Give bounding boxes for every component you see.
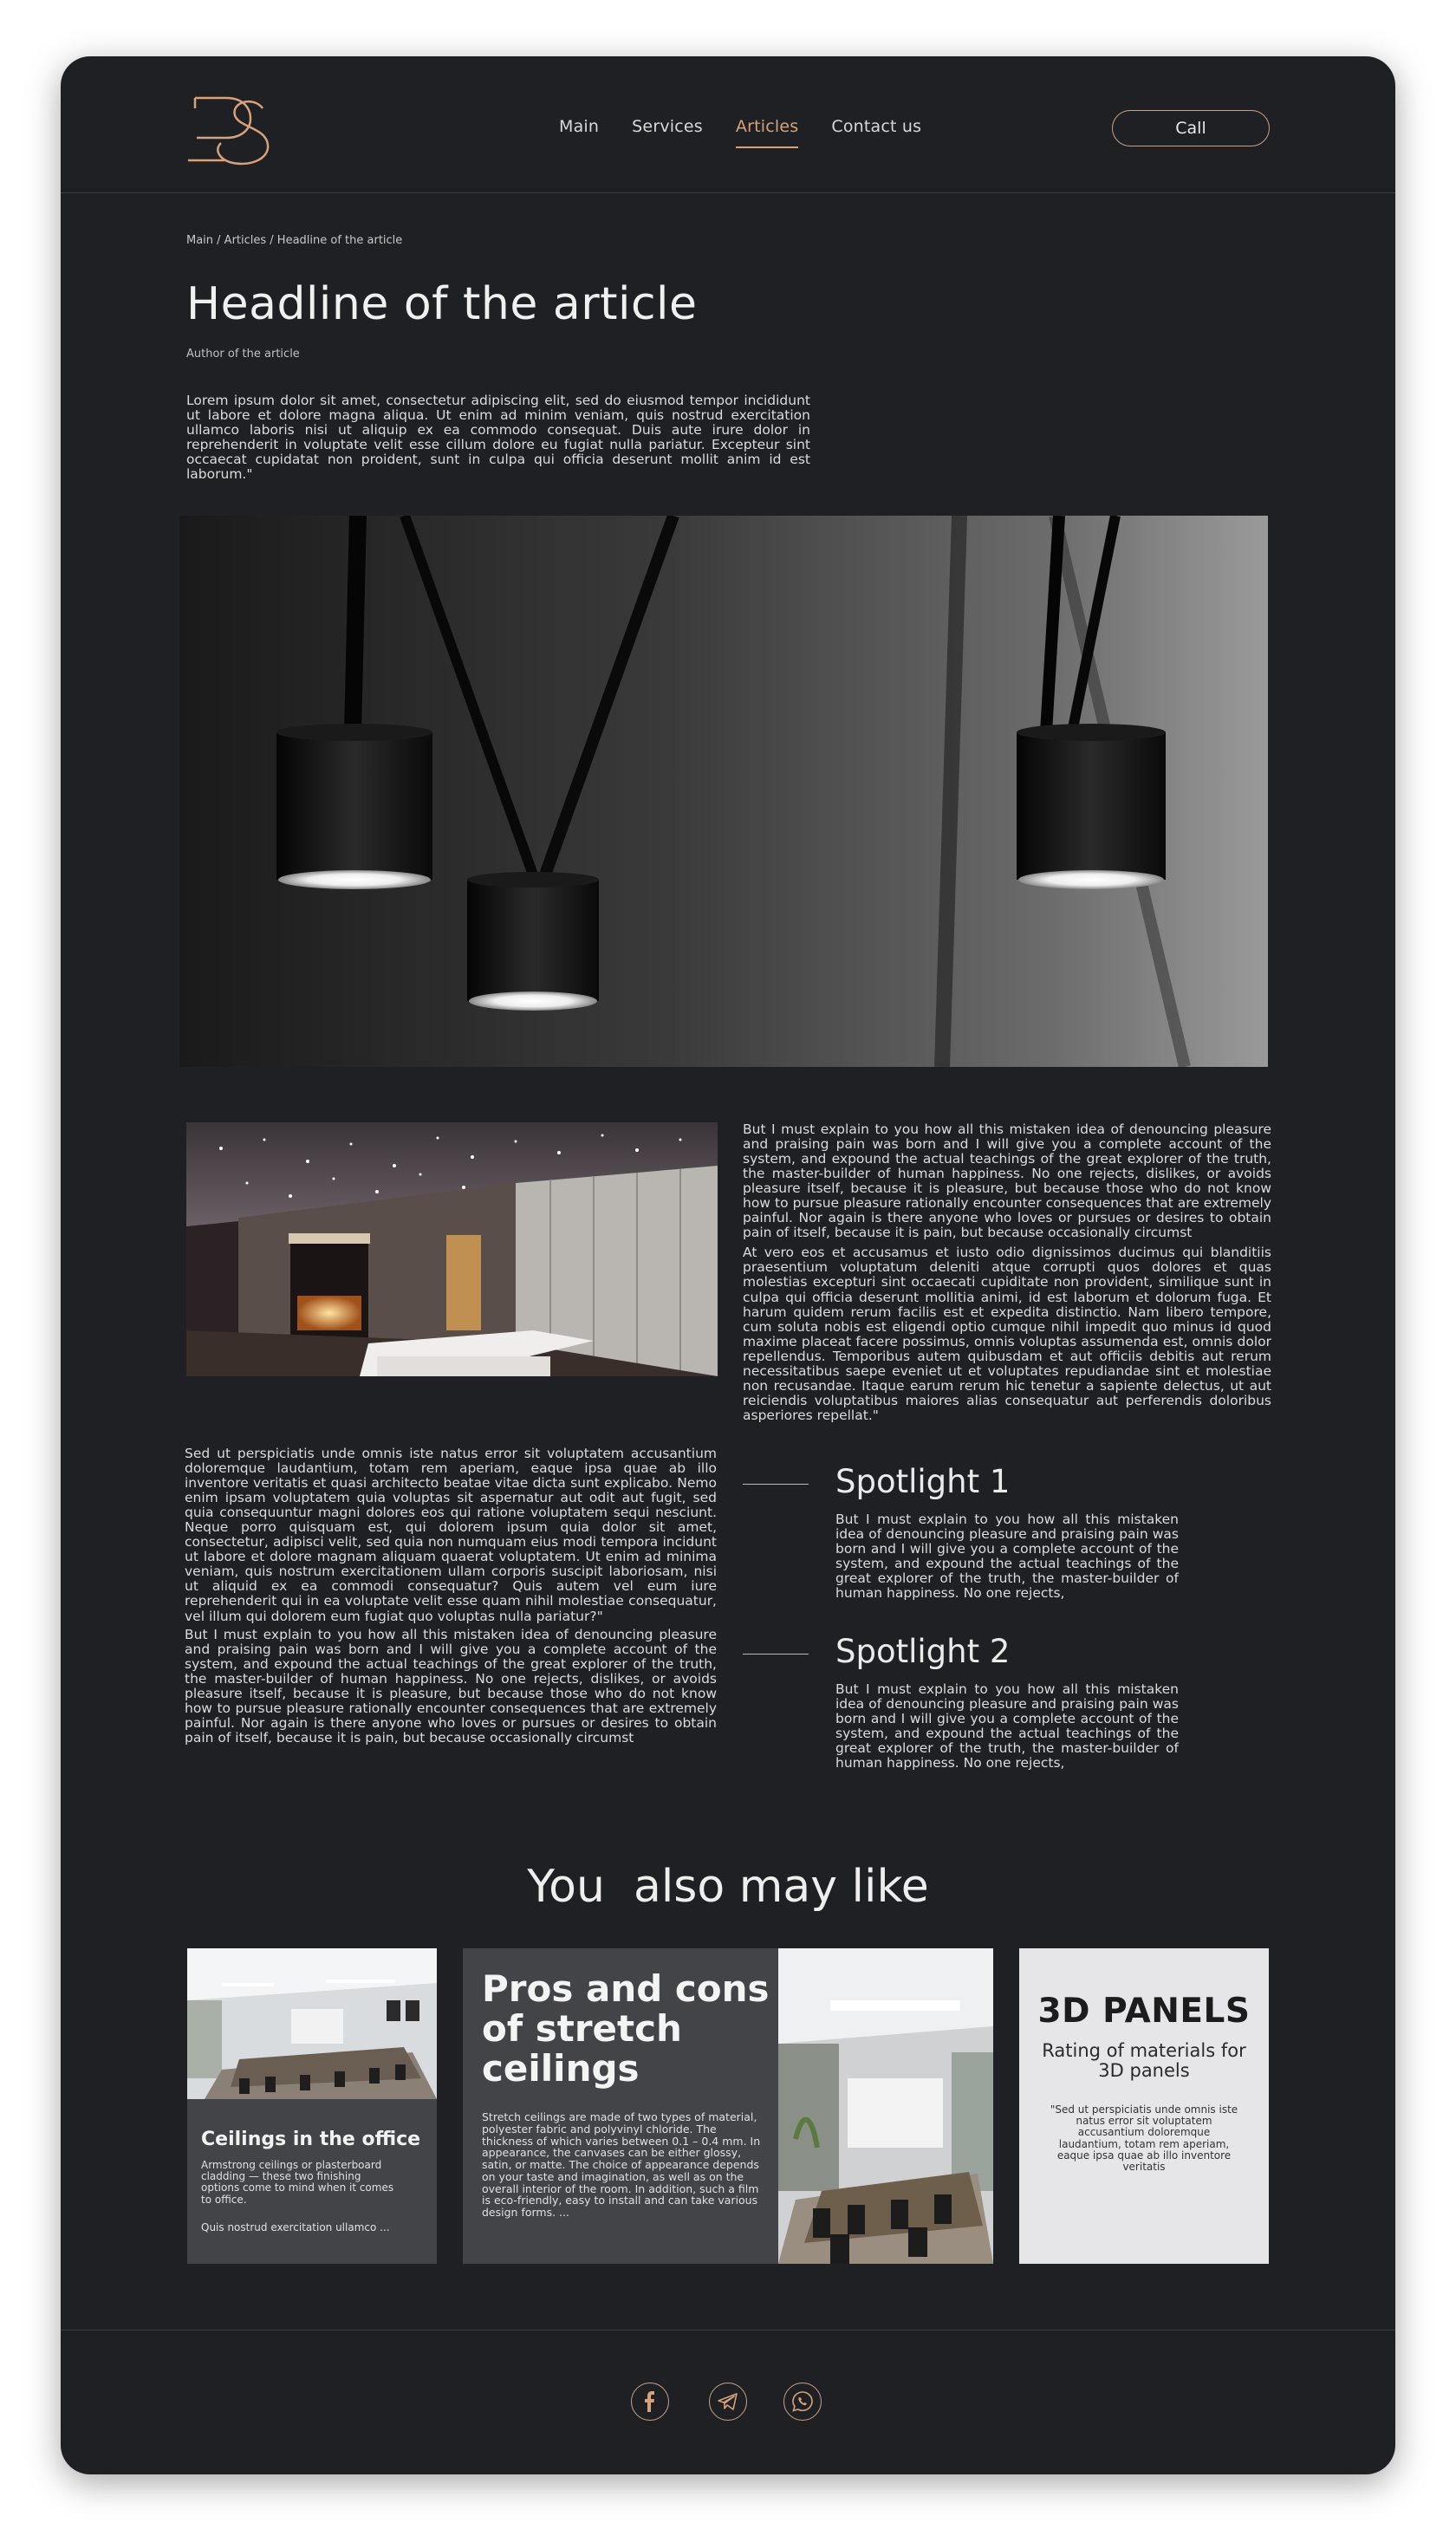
also-like-title: You also may like <box>527 1861 929 1913</box>
card-title: Pros and cons of stretch ceilings <box>482 1967 770 2090</box>
nav-item-services[interactable]: Services <box>632 117 703 136</box>
nav-item-articles[interactable]: Articles <box>736 117 798 148</box>
article-intro: Lorem ipsum dolor sit amet, consectetur adipiscing elit, sed do eiusmod tempor incididunt ut labore et dolore magna aliqua. Ut enim ad minim veniam, quis nostrud exercitation ullamco laboris nisi ut aliquip ex ea commodo consequat. Duis aute irure dolor in reprehenderit in voluptate velit esse cillum dolore eu fugiat nulla pariatur. Excepteur sint occaecat cupidatat non proident, sunt in culpa qui officia deserunt mollit anim id est laborum." <box>186 393 810 483</box>
nav-item-contact-us[interactable]: Contact us <box>831 117 922 136</box>
spotlight-divider <box>743 1654 809 1655</box>
logo-icon[interactable] <box>186 89 273 167</box>
telegram-icon <box>718 2392 738 2411</box>
telegram-icon[interactable] <box>709 2383 747 2421</box>
card-text: Armstrong ceilings or plasterboard cladding — these two finishing options come to mind when it comes to office. <box>201 2159 394 2206</box>
page-frame <box>61 56 1395 2474</box>
footer-divider <box>61 2330 1395 2331</box>
article-body-left <box>185 1447 717 1746</box>
article-paragraph: But I must explain to you how all this mistaken idea of denouncing pleasure and praising pain was born and I will give you a complete account of the system, and expound the actual teachings of the great explorer of the truth, the master-builder of human happiness. No one rejects, dislikes, or avoids pleasure itself, because it is pleasure, but because those who do not know how to pursue pleasure rationally encounter consequences that are extremely painful. Nor again is there anyone who loves or pursues or desires to obtain pain of itself, because it is pain, but because occasionally circumst <box>743 1121 1271 1241</box>
room-image <box>186 1122 718 1376</box>
facebook-icon <box>641 2391 659 2412</box>
page-title: Headline of the article <box>186 278 698 330</box>
spotlight-text: But I must explain to you how all this mistaken idea of denouncing pleasure and praising pain was born and I will give you a complete account of the system, and expound the actual teachings of the great explorer of the truth, the master-builder of human happiness. No one rejects, <box>835 1681 1179 1772</box>
article-author: Author of the article <box>186 348 300 361</box>
nav-item-main[interactable]: Main <box>559 117 600 136</box>
spotlight-title: Spotlight 1 <box>835 1463 1011 1500</box>
article-card-stretch-ceilings[interactable] <box>463 1948 993 2264</box>
site-header <box>61 56 1395 193</box>
card-image <box>778 1948 993 2264</box>
spotlight-text: But I must explain to you how all this mistaken idea of denouncing pleasure and praising pain was born and I will give you a complete account of the system, and expound the actual teachings of the great explorer of the truth, the master-builder of human happiness. No one rejects, <box>835 1512 1179 1602</box>
article-card-3d-panels[interactable] <box>1019 1948 1269 2264</box>
card-text: Stretch ceilings are made of two types of material, polyester fabric and polyvinyl chloride. The thickness of which varies between 0.1 – 0.4 mm. In appearance, the canvases can be either glossy, satin, or matte. The choice of appearance depends on your taste and imagination, as well as on the overall interior of the room. In addition, such a film is eco-friendly, easy to install and can take various design forms. ... <box>482 2110 761 2219</box>
article-paragraph: But I must explain to you how all this mistaken idea of denouncing pleasure and praising pain was born and I will give you a complete account of the system, and expound the actual teachings of the great explorer of the truth, the master-builder of human happiness. No one rejects, dislikes, or avoids pleasure itself, because it is pleasure, but because those who do not know how to pursue pleasure rationally encounter consequences that are extremely painful. Nor again is there anyone who loves or pursues or desires to obtain pain of itself, because it is pain, but because occasionally circumst <box>185 1626 717 1746</box>
spotlight-divider <box>743 1484 809 1485</box>
card-text: "Sed ut perspiciatis unde omnis iste natus error sit voluptatem accusantium doloremque laudantium, totam rem aperiam, eaque ipsa quae ab illo inventore veritatis <box>1050 2103 1238 2173</box>
article-card-ceilings-office[interactable] <box>187 1948 437 2264</box>
card-title: Ceilings in the office <box>201 2129 421 2150</box>
facebook-icon[interactable] <box>631 2383 669 2421</box>
article-paragraph: Sed ut perspiciatis unde omnis iste natus error sit voluptatem accusantium doloremque laudantium, totam rem aperiam, eaque ipsa quae ab illo inventore veritatis et quasi architecto beatae vitae dicta sunt explicabo. Nemo enim ipsam voluptatem quia voluptas sit aspernatur aut odit aut fugit, sed quia consequuntur magni dolores eos qui ratione voluptatem sequi nesciunt. Neque porro quisquam est, qui dolorem ipsum quia dolor sit amet, consectetur, adipisci velit, sed quia non numquam eius modi tempora incidunt ut labore et dolore magnam aliquam quaerat voluptatem. Ut enim ad minima veniam, quis nostrum exercitationem ullam corporis suscipit laboriosam, nisi ut aliquid ex ea commodi consequatur? Quis autem vel eum iure reprehenderit qui in ea voluptate velit esse quam nihil molestiae consequatur, vel illum qui dolorem eum fugiat quo voluptas nulla pariatur?" <box>185 1446 717 1624</box>
card-subtitle: Rating of materials for 3D panels <box>1042 2040 1246 2082</box>
breadcrumb[interactable]: Main / Articles / Headline of the article <box>186 234 403 247</box>
card-title: 3D PANELS <box>1037 1992 1251 2031</box>
whatsapp-icon <box>791 2390 814 2413</box>
card-image <box>187 1948 437 2099</box>
main-nav <box>559 117 954 148</box>
call-button[interactable]: Call <box>1112 110 1270 146</box>
spotlight-title: Spotlight 2 <box>835 1633 1011 1670</box>
card-text: Quis nostrud exercitation ullamco ... <box>201 2221 390 2233</box>
article-paragraph: At vero eos et accusamus et iusto odio dignissimos ducimus qui blanditiis praesentium voluptatum deleniti atque corrupti quos dolores et quas molestias excepturi sint occaecati cupiditate non provident, similique sunt in culpa qui officia deserunt mollitia animi, id est laborum et dolorum fuga. Et harum quidem rerum facilis est et expedita distinctio. Nam libero tempore, cum soluta nobis est eligendi optio cumque nihil impedit quo minus id quod maxime placeat facere possimus, omnis voluptas assumenda est, omnis dolor repellendus. Temporibus autem quibusdam et aut officiis debitis aut rerum necessitatibus saepe eveniet ut et voluptates repudiandae sint et molestiae non recusandae. Itaque earum rerum hic tenetur a sapiente delectus, ut aut reiciendis voluptatibus maiores alias consequatur aut perferendis doloribus asperiores repellat." <box>743 1245 1271 1423</box>
whatsapp-icon[interactable] <box>783 2383 822 2421</box>
article-body-right <box>743 1122 1271 1423</box>
hero-image <box>179 516 1268 1067</box>
